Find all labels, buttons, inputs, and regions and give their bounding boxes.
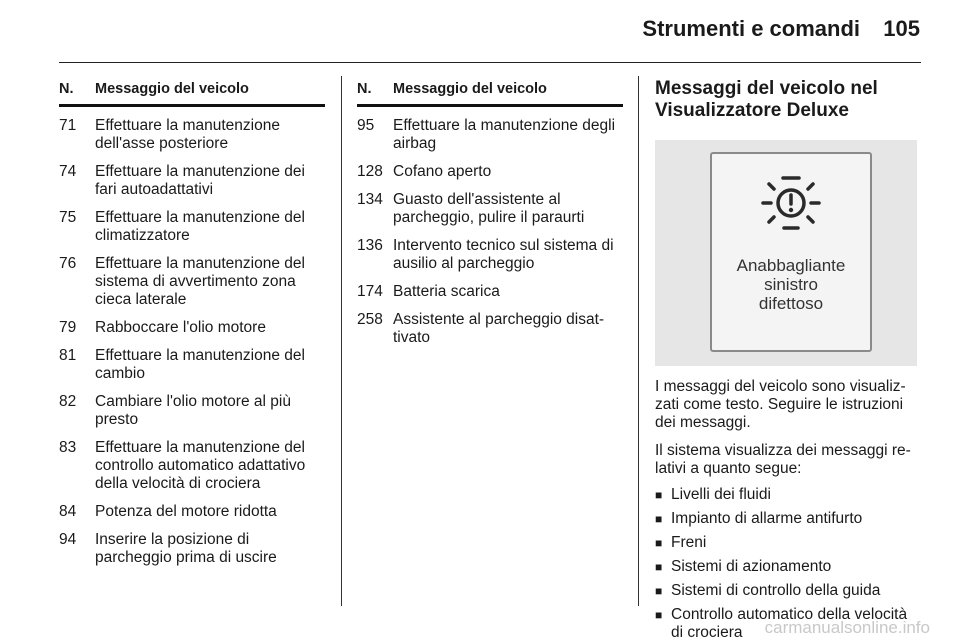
bullet-text: Sistemi di controllo della guida [671, 582, 881, 599]
message-number: 83 [59, 439, 77, 456]
table-row [357, 311, 623, 347]
message-number: 76 [59, 255, 77, 272]
bullet-marker: ■ [655, 488, 663, 502]
display-line-1: Anabbagliante [736, 256, 846, 275]
table-header [59, 80, 325, 107]
message-text: Effettuare la manutenzione del controllo automatico adattativo della velocità di crociera [95, 439, 306, 492]
table-row [357, 283, 623, 301]
bullet-marker: ■ [655, 560, 663, 574]
message-number: 84 [59, 503, 77, 520]
list-item [655, 510, 921, 528]
paragraph: I messaggi del veicolo sono visualiz-zati come testo. Seguire le istruzioni dei messaggi. [655, 378, 906, 431]
heading-line-1: Messaggi del veicolo nel [655, 78, 878, 99]
message-text: Inserire la posizione di parcheggio prima di uscire [95, 531, 277, 566]
message-text: Effettuare la manutenzione del sistema di avvertimento zona cieca laterale [95, 255, 305, 308]
message-text: Potenza del motore ridotta [95, 503, 277, 520]
display-line-3: difettoso [758, 294, 824, 313]
table-row [357, 117, 623, 153]
table-row [59, 503, 325, 521]
list-item [655, 558, 921, 576]
table-row [59, 347, 325, 383]
heading-line-2: Visualizzatore Deluxe [655, 100, 849, 121]
watermark: carmanualsonline.info [764, 618, 930, 637]
message-number: 136 [357, 237, 383, 254]
list-item [655, 486, 921, 504]
message-text: Cofano aperto [393, 163, 492, 180]
bullet-marker: ■ [655, 608, 663, 622]
table-row [59, 439, 325, 493]
table-row [59, 531, 325, 567]
message-number: 174 [357, 283, 383, 300]
table-row [357, 237, 623, 273]
message-number: 94 [59, 531, 77, 548]
message-number: 82 [59, 393, 77, 410]
vehicle-message-table-middle [357, 80, 623, 347]
bullet-text: Freni [671, 534, 707, 551]
display-line-2: sinistro [764, 275, 818, 294]
message-text: Guasto dell'assistente al parcheggio, pulire il paraurti [393, 191, 585, 226]
message-text: Effettuare la manutenzione del cambio [95, 347, 305, 382]
message-text: Cambiare l'olio motore al più presto [95, 393, 291, 428]
bullet-text: Livelli dei fluidi [671, 486, 771, 503]
message-number: 81 [59, 347, 77, 364]
display-illustration [655, 140, 917, 366]
message-text: Effettuare la manutenzione degli airbag [393, 117, 616, 152]
table-row [59, 255, 325, 309]
message-number: 74 [59, 163, 77, 180]
bullet-text: Controllo automatico della velocità di crociera [671, 606, 908, 641]
deluxe-display-section [655, 78, 921, 642]
table-header [357, 80, 623, 107]
column-divider [638, 76, 639, 606]
message-number: 75 [59, 209, 77, 226]
message-number: 79 [59, 319, 77, 336]
message-text: Effettuare la manutenzione dell'asse posteriore [95, 117, 280, 152]
list-item [655, 582, 921, 600]
message-text: Intervento tecnico sul sistema di ausilio al parcheggio [393, 237, 614, 272]
column-divider [341, 76, 342, 606]
section-heading [655, 78, 921, 122]
message-text: Effettuare la manutenzione dei fari autoadattativi [95, 163, 305, 198]
table-row [59, 319, 325, 337]
paragraph: Il sistema visualizza dei messaggi re-lativi a quanto segue: [655, 442, 911, 477]
bullet-text: Sistemi di azionamento [671, 558, 832, 575]
table-row [59, 393, 325, 429]
column-header-number: N. [59, 81, 74, 97]
low-beam-warning-icon [756, 164, 826, 242]
table-row [59, 117, 325, 153]
message-number: 95 [357, 117, 375, 134]
message-number: 134 [357, 191, 383, 208]
bullet-marker: ■ [655, 536, 663, 550]
list-item [655, 534, 921, 552]
message-text: Effettuare la manutenzione del climatizzatore [95, 209, 305, 244]
column-header-message: Messaggio del veicolo [95, 81, 249, 97]
page-number: 105 [883, 16, 920, 41]
message-number: 128 [357, 163, 383, 180]
column-header-number: N. [357, 81, 372, 97]
message-text: Rabboccare l'olio motore [95, 319, 266, 336]
header-divider [59, 62, 921, 63]
bullet-marker: ■ [655, 512, 663, 526]
column-header-message: Messaggio del veicolo [393, 81, 547, 97]
table-row [357, 191, 623, 227]
message-text: Batteria scarica [393, 283, 500, 300]
message-number: 71 [59, 117, 77, 134]
vehicle-message-table-left [59, 80, 325, 567]
table-row [357, 163, 623, 181]
table-row [59, 209, 325, 245]
message-text: Assistente al parcheggio disat-tivato [393, 311, 605, 346]
message-number: 258 [357, 311, 383, 328]
bullet-text: Impianto di allarme antifurto [671, 510, 863, 527]
display-message [712, 256, 870, 313]
page-header-title: Strumenti e comandi [642, 16, 860, 41]
bullet-marker: ■ [655, 584, 663, 598]
table-row [59, 163, 325, 199]
display-screen [710, 152, 872, 352]
